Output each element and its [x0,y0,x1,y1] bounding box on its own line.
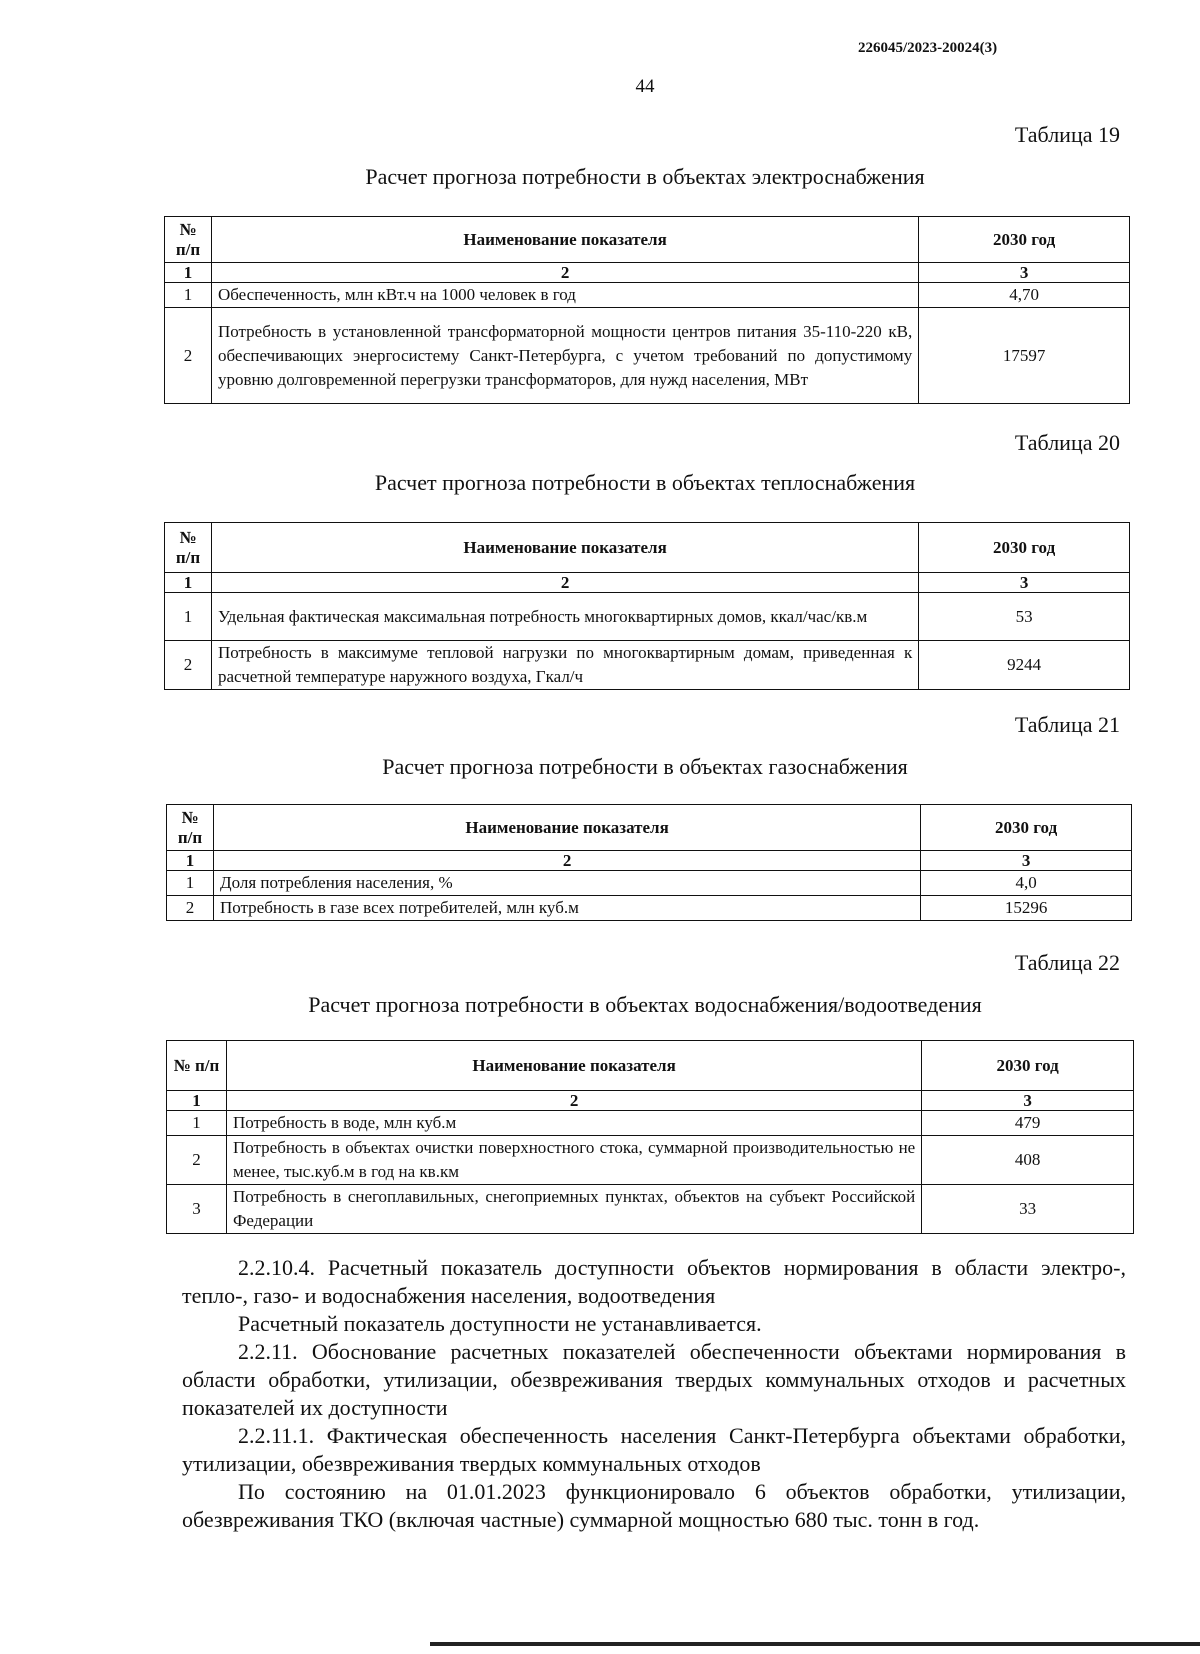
paragraph-availability-note: Расчетный показатель доступности не устанавливается. [238,1311,762,1336]
table-row [165,308,1130,404]
col-number-3: 3 [922,1091,1134,1111]
col-header-year: 2030 год [919,523,1130,573]
row-number: 1 [167,871,214,896]
row-number: 1 [165,593,212,641]
row-number: 2 [167,1136,227,1185]
col-header-name: Наименование показателя [211,217,918,263]
col-number-2: 2 [213,851,920,871]
row-name: Потребность в воде, млн куб.м [226,1111,921,1136]
paragraph-2-2-10-4: 2.2.10.4. Расчетный показатель доступности объектов нормирования в области электро-, тепло-, газо- и водоснабжения населения, водоотведения [182,1255,1126,1308]
row-name: Обеспеченность, млн кВт.ч на 1000 человек в год [211,283,918,308]
table-row [165,641,1130,690]
table-21 [166,804,1132,921]
col-header-number: № п/п [167,1041,227,1091]
table-row [167,1111,1134,1136]
row-value: 33 [922,1185,1134,1234]
row-number: 1 [165,283,212,308]
row-value: 17597 [919,308,1130,404]
row-value: 15296 [921,896,1132,921]
document-id: 226045/2023-20024(3) [858,40,998,56]
row-value: 408 [922,1136,1134,1185]
table-20 [164,522,1130,690]
col-number-3: 3 [919,573,1130,593]
col-header-number: № п/п [165,523,212,573]
col-header-name: Наименование показателя [226,1041,921,1091]
row-name: Потребность в снегоплавильных, снегоприемных пунктах, объектов на субъект Российской Федерации [226,1185,921,1234]
table-19-title: Расчет прогноза потребности в объектах электроснабжения [365,164,925,189]
table-19 [164,216,1130,404]
paragraph-2-2-11-1: 2.2.11.1. Фактическая обеспеченность населения Санкт-Петербурга объектами обработки, утилизации, обезвреживания твердых коммунальных отходов [182,1423,1126,1476]
col-number-1: 1 [167,1091,227,1111]
row-value: 53 [919,593,1130,641]
col-number-1: 1 [165,263,212,283]
scan-edge-line [430,1642,1200,1646]
row-name: Доля потребления населения, % [213,871,920,896]
table-21-title: Расчет прогноза потребности в объектах газоснабжения [382,754,908,779]
paragraph-facilities-status: По состоянию на 01.01.2023 функционировало 6 объектов обработки, утилизации, обезвреживания ТКО (включая частные) суммарной мощностью 680 тыс. тонн в год. [182,1479,1126,1532]
row-name: Удельная фактическая максимальная потребность многоквартирных домов, ккал/час/кв.м [211,593,918,641]
row-value: 9244 [919,641,1130,690]
table-21-label: Таблица 21 [1014,712,1120,737]
row-number: 1 [167,1111,227,1136]
col-header-name: Наименование показателя [213,805,920,851]
table-19-label: Таблица 19 [1014,122,1120,147]
col-number-3: 3 [921,851,1132,871]
col-number-1: 1 [165,573,212,593]
table-row [167,1185,1134,1234]
col-number-2: 2 [226,1091,921,1111]
row-name: Потребность в объектах очистки поверхностного стока, суммарной производительностью не менее, тыс.куб.м в год на кв.км [226,1136,921,1185]
col-number-1: 1 [167,851,214,871]
row-value: 4,70 [919,283,1130,308]
col-number-3: 3 [919,263,1130,283]
col-number-2: 2 [211,263,918,283]
table-22 [166,1040,1134,1234]
table-row [165,593,1130,641]
row-value: 479 [922,1111,1134,1136]
row-number: 3 [167,1185,227,1234]
table-row [165,283,1130,308]
row-name: Потребность в максимуме тепловой нагрузки по многоквартирным домам, приведенная к расчетной температуре наружного воздуха, Гкал/ч [211,641,918,690]
col-number-2: 2 [211,573,918,593]
table-20-label: Таблица 20 [1014,430,1120,455]
table-22-title: Расчет прогноза потребности в объектах водоснабжения/водоотведения [308,992,982,1017]
row-number: 2 [167,896,214,921]
table-row [167,1136,1134,1185]
col-header-year: 2030 год [919,217,1130,263]
page-number: 44 [635,76,655,97]
table-20-title: Расчет прогноза потребности в объектах теплоснабжения [374,470,916,495]
row-value: 4,0 [921,871,1132,896]
row-number: 2 [165,641,212,690]
col-header-number: № п/п [167,805,214,851]
row-name: Потребность в газе всех потребителей, млн куб.м [213,896,920,921]
col-header-year: 2030 год [922,1041,1134,1091]
paragraph-2-2-11: 2.2.11. Обоснование расчетных показателей обеспеченности объектами нормирования в области обработки, утилизации, обезвреживания твердых коммунальных отходов и расчетных показателей их доступности [182,1339,1126,1420]
table-row [167,896,1132,921]
row-name: Потребность в установленной трансформаторной мощности центров питания 35-110-220 кВ, обеспечивающих энергосистему Санкт-Петербурга, с учетом требований по допустимому уровню долговременной перегрузки трансформаторов, для нужд населения, МВт [211,308,918,404]
col-header-number: № п/п [165,217,212,263]
table-22-label: Таблица 22 [1014,950,1120,975]
table-row [167,871,1132,896]
row-number: 2 [165,308,212,404]
col-header-year: 2030 год [921,805,1132,851]
col-header-name: Наименование показателя [211,523,918,573]
